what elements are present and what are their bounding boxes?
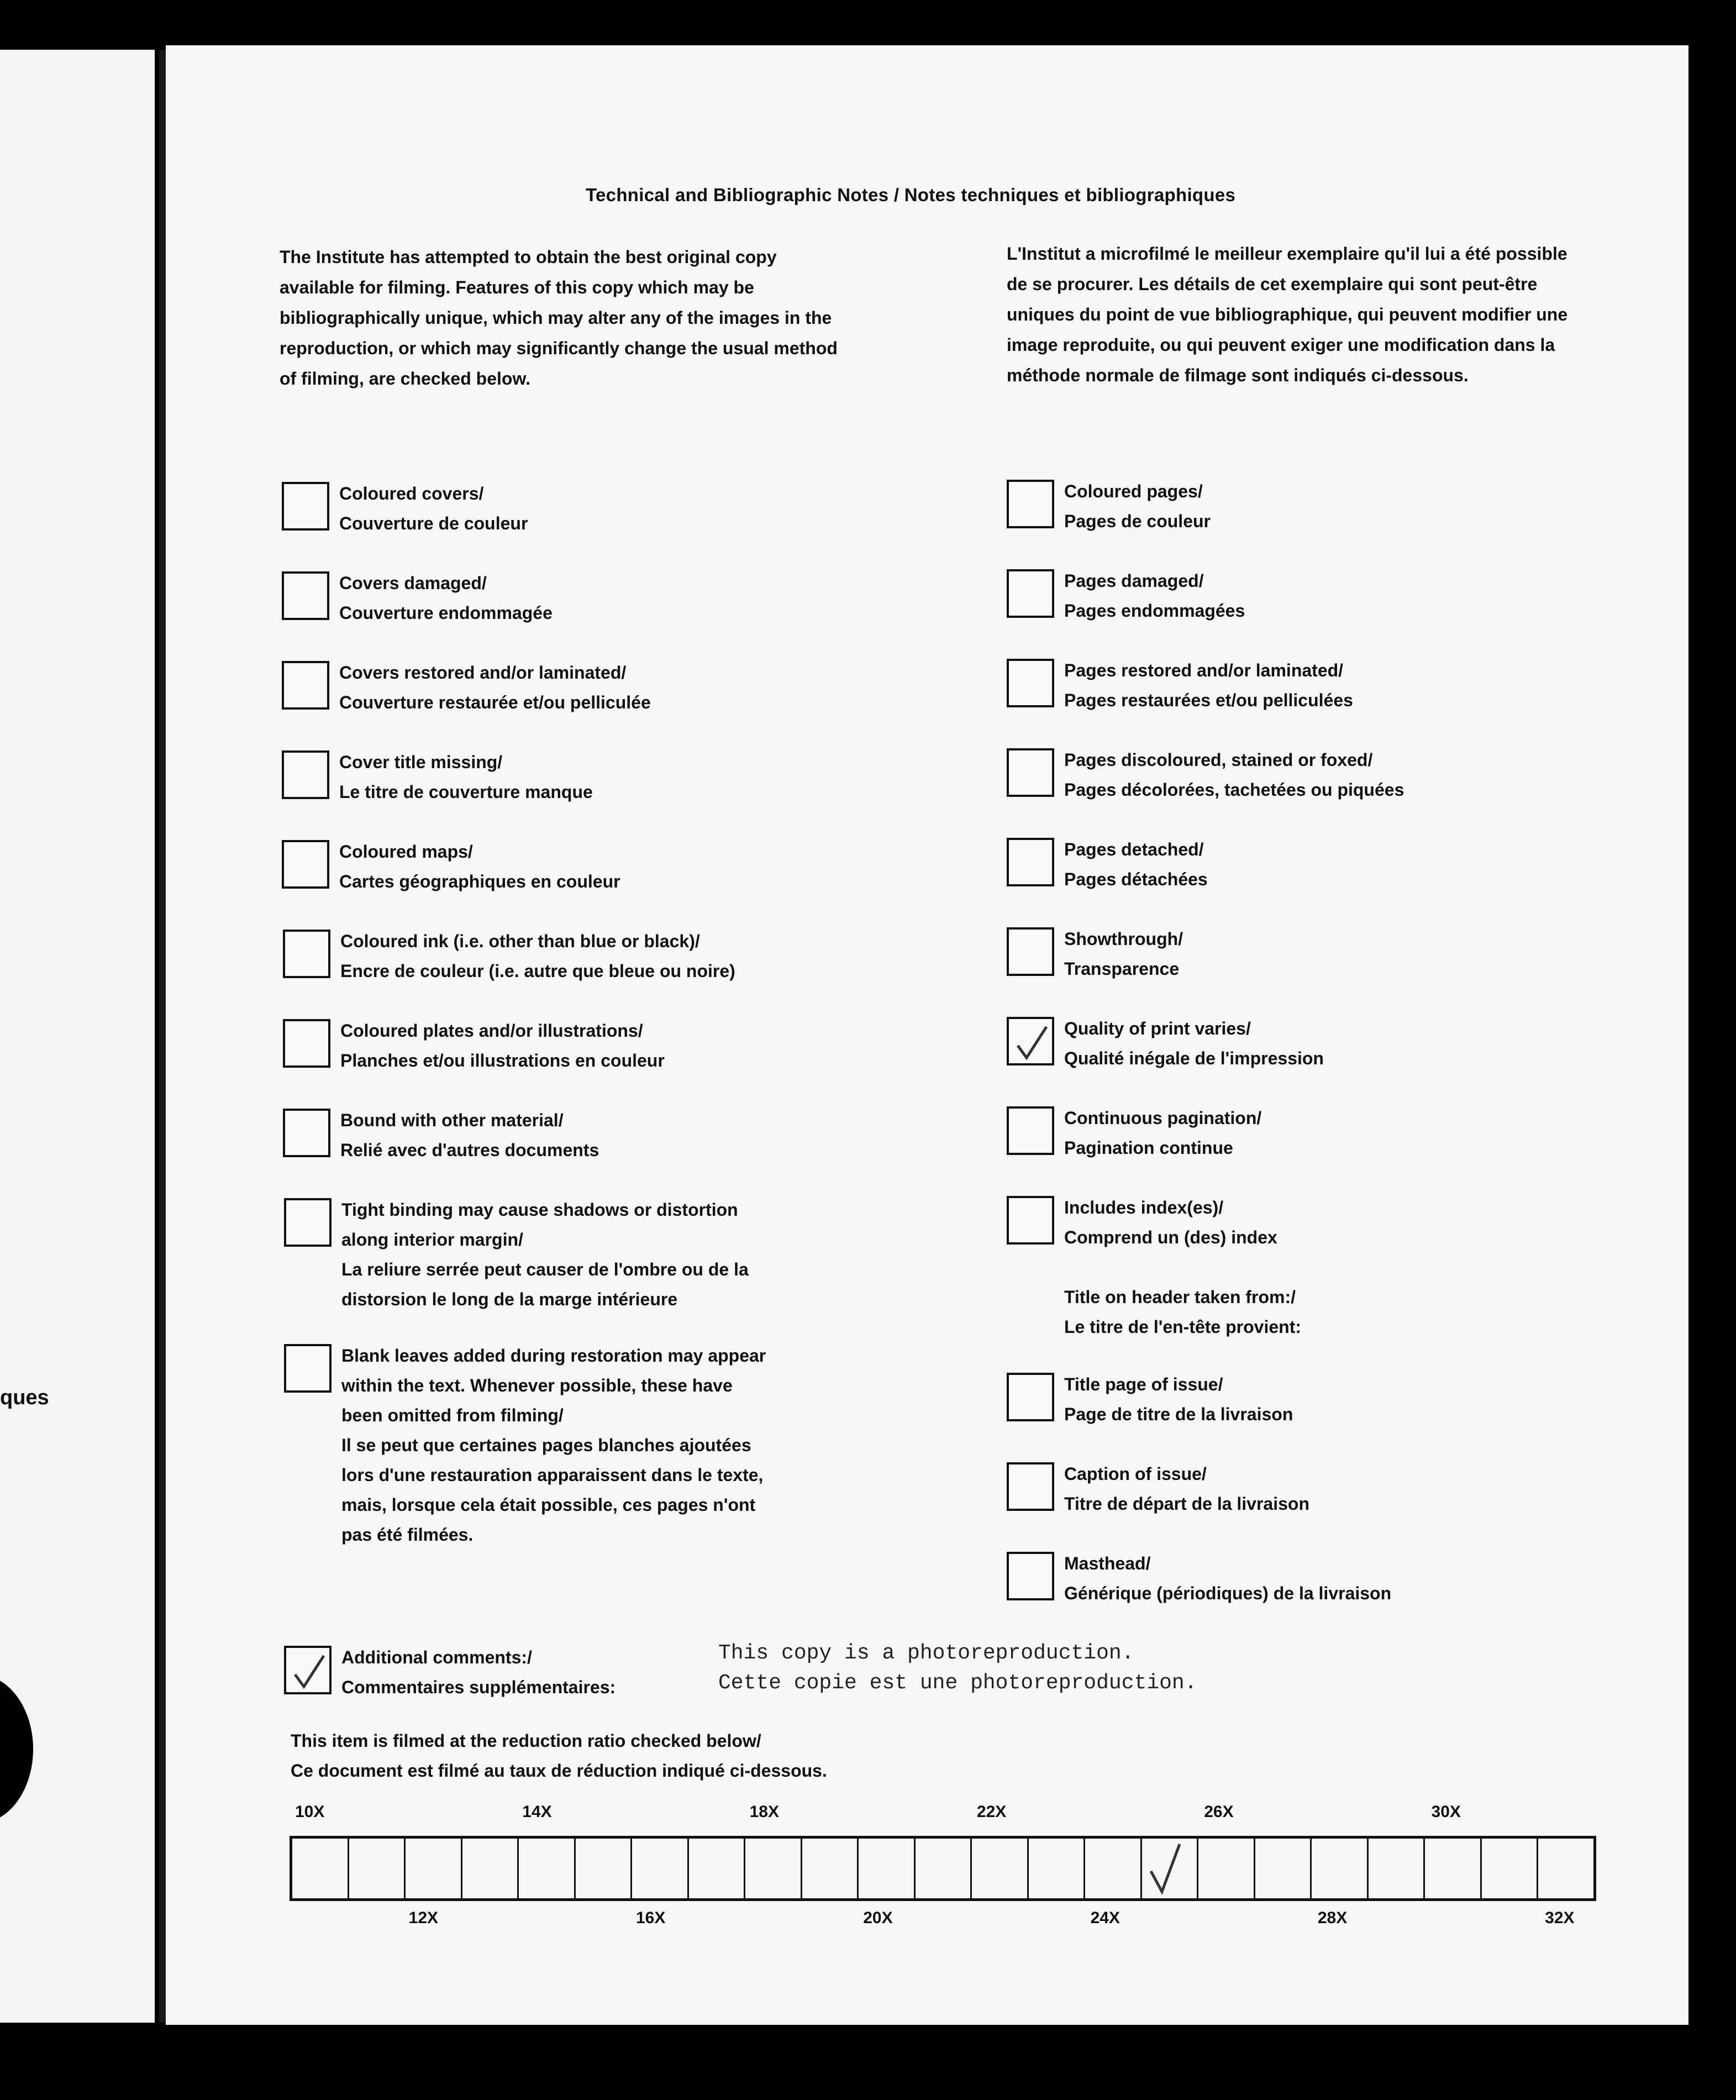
left-checklist-label <box>340 926 735 986</box>
right-checklist-label-line: Générique (périodiques) de la livraison <box>1064 1583 1392 1603</box>
intro-french: L'Institut a microfilmé le meilleur exemplaire qu'il lui a été possible de se procurer. Les détails de cet exemplaire qui sont peut-être uniques du point de vue bibliographique, qui peuvent modifier une image reproduite, ou qui peuvent exiger une modification dans la méthode normale de filmage sont indiqués ci-dessous. <box>1007 244 1568 385</box>
previous-page-blot <box>0 1674 33 1824</box>
checkmark-icon <box>290 1652 328 1691</box>
left-checklist-checkbox[interactable] <box>284 1198 332 1247</box>
left-checklist-checkbox[interactable] <box>282 840 329 889</box>
left-checklist-label-line: Coloured plates and/or illustrations/ <box>340 1021 643 1041</box>
right-checklist-label-line: Quality of print varies/ <box>1064 1019 1251 1038</box>
reduction-top-label: 18X <box>749 1803 779 1821</box>
left-checklist-label-line: Couverture endommagée <box>339 603 553 623</box>
right-checklist-label-line: Pages endommagées <box>1064 601 1245 621</box>
reduction-ratio-cell[interactable] <box>1312 1839 1369 1898</box>
left-checklist-label-line: Covers damaged/ <box>339 573 487 593</box>
right-checklist-checkbox[interactable] <box>1007 927 1054 976</box>
right-checklist-label <box>1064 1369 1293 1429</box>
left-checklist-label <box>339 658 651 717</box>
right-checklist-label-line: Includes index(es)/ <box>1064 1198 1224 1217</box>
reduction-top-label: 10X <box>295 1803 325 1821</box>
reduction-ratio-cell[interactable] <box>1198 1839 1255 1898</box>
right-checklist-checkbox[interactable] <box>1007 1196 1054 1245</box>
reduction-ratio-cell[interactable] <box>745 1839 802 1898</box>
right-checklist-label <box>1064 1014 1324 1073</box>
right-checklist-label <box>1064 655 1353 715</box>
page-gutter <box>159 50 166 2023</box>
reduction-ratio-cell[interactable] <box>916 1839 972 1898</box>
right-checklist-label-line: Pages de couleur <box>1064 511 1211 531</box>
left-checklist-label <box>340 1016 665 1075</box>
comment-text-french: Cette copie est une photoreproduction. <box>718 1671 1197 1695</box>
page-title: Technical and Bibliographic Notes / Notes techniques et bibliographiques <box>586 185 1236 205</box>
reduction-ratio-cell[interactable] <box>1029 1839 1086 1898</box>
reduction-ratio-cell[interactable] <box>1369 1839 1425 1898</box>
right-checklist-label-line: Pages restored and/or laminated/ <box>1064 660 1344 680</box>
right-checklist-label-line: Showthrough/ <box>1064 929 1183 949</box>
left-checklist-label-line: Relié avec d'autres documents <box>340 1140 599 1160</box>
left-checklist-label <box>339 837 620 896</box>
left-checklist-label <box>340 1105 599 1165</box>
right-checklist-label <box>1064 1459 1309 1519</box>
right-checklist-label-line: Caption of issue/ <box>1064 1464 1207 1484</box>
right-checklist-label <box>1064 834 1208 894</box>
reduction-ratio-cell[interactable] <box>406 1839 462 1898</box>
left-checklist-label-line: Blank leaves added during restoration may appear <box>341 1346 766 1366</box>
left-checklist-label-line: mais, lorsque cela était possible, ces pages n'ont <box>341 1495 756 1515</box>
reduction-ratio-cell[interactable] <box>1255 1839 1312 1898</box>
left-checklist-checkbox[interactable] <box>282 571 329 620</box>
previous-page-edge <box>0 50 155 2023</box>
left-checklist-label-line: La reliure serrée peut causer de l'ombre ou de la <box>341 1259 749 1279</box>
right-checklist-checkbox[interactable] <box>1007 1017 1054 1065</box>
left-checklist-label <box>339 479 528 538</box>
reduction-bottom-label: 20X <box>863 1909 893 1927</box>
right-checklist-checkbox[interactable] <box>1007 838 1054 886</box>
reduction-ratio-french: Ce document est filmé au taux de réduction indiqué ci-dessous. <box>291 1761 827 1781</box>
right-checklist-label-line: Qualité inégale de l'impression <box>1064 1048 1324 1068</box>
right-checklist-label <box>1064 476 1211 536</box>
right-checklist-checkbox[interactable] <box>1007 1462 1054 1511</box>
right-checklist-label-line: Pages damaged/ <box>1064 571 1204 591</box>
right-checklist-label-line: Comprend un (des) index <box>1064 1227 1277 1247</box>
left-checklist-label-line: lors d'une restauration apparaissent dans le texte, <box>341 1465 764 1485</box>
left-checklist-label-line: Il se peut que certaines pages blanches ajoutées <box>341 1435 751 1455</box>
left-checklist-checkbox[interactable] <box>282 661 329 710</box>
right-checklist-label-line: Transparence <box>1064 959 1180 979</box>
reduction-ratio-cell[interactable] <box>519 1839 576 1898</box>
reduction-bottom-label: 24X <box>1090 1909 1120 1927</box>
additional-comments-checkbox[interactable] <box>284 1646 332 1694</box>
reduction-ratio-cell[interactable] <box>1425 1839 1482 1898</box>
checkmark-icon <box>1145 1841 1190 1896</box>
right-checklist-label <box>1064 924 1183 984</box>
left-checklist-label-line: been omitted from filming/ <box>341 1405 564 1425</box>
right-checklist-checkbox[interactable] <box>1007 1106 1054 1155</box>
reduction-bottom-label: 16X <box>635 1909 666 1927</box>
reduction-bottom-label: 32X <box>1545 1909 1575 1927</box>
reduction-ratio-cell[interactable] <box>859 1839 916 1898</box>
previous-page-fragment: ques <box>0 1386 49 1409</box>
right-checklist-label <box>1064 1548 1391 1608</box>
right-checklist-label <box>1064 1103 1261 1163</box>
left-checklist-label-line: along interior margin/ <box>341 1230 523 1250</box>
left-checklist-checkbox[interactable] <box>283 1109 330 1157</box>
reduction-ratio-cell[interactable] <box>632 1839 689 1898</box>
right-checklist-label <box>1064 1193 1277 1252</box>
left-checklist-label-line: distorsion le long de la marge intérieure <box>341 1289 678 1309</box>
right-checklist-label <box>1064 1282 1301 1342</box>
left-checklist-checkbox[interactable] <box>282 482 329 531</box>
left-checklist-checkbox[interactable] <box>284 1344 332 1393</box>
right-checklist-label-line: Pages détachées <box>1064 869 1208 889</box>
left-checklist-label-line: Couverture restaurée et/ou pelliculée <box>339 692 651 712</box>
right-checklist-label-line: Pages discoloured, stained or foxed/ <box>1064 750 1373 770</box>
right-checklist-label-line: Continuous pagination/ <box>1064 1108 1262 1128</box>
reduction-ratio-cell[interactable] <box>349 1839 406 1898</box>
right-checklist-label-line: Pages restaurées et/ou pelliculées <box>1064 690 1353 710</box>
right-checklist-checkbox[interactable] <box>1007 480 1054 528</box>
left-checklist-label <box>341 1195 749 1314</box>
right-checklist-checkbox[interactable] <box>1007 1552 1054 1600</box>
right-checklist-label-line: Pages detached/ <box>1064 839 1204 859</box>
reduction-ratio-cell[interactable] <box>1482 1839 1539 1898</box>
additional-comments-label-line: Commentaires supplémentaires: <box>341 1677 616 1697</box>
left-checklist-label-line: Couverture de couleur <box>339 513 528 533</box>
left-checklist-checkbox[interactable] <box>282 750 329 799</box>
reduction-ratio-cell[interactable] <box>1142 1839 1199 1898</box>
left-checklist-label-line: Planches et/ou illustrations en couleur <box>340 1051 665 1070</box>
left-checklist-label-line: within the text. Whenever possible, these have <box>341 1376 733 1395</box>
left-checklist-label-line: Covers restored and/or laminated/ <box>339 663 627 683</box>
right-checklist-checkbox[interactable] <box>1007 659 1054 707</box>
right-checklist-checkbox[interactable] <box>1007 1373 1054 1421</box>
right-checklist-label-line: Pagination continue <box>1064 1138 1233 1158</box>
reduction-ratio-cell[interactable] <box>292 1839 349 1898</box>
left-checklist-label-line: Tight binding may cause shadows or distortion <box>341 1200 738 1220</box>
reduction-top-label: 26X <box>1204 1803 1234 1821</box>
right-checklist-label-line: Pages décolorées, tachetées ou piquées <box>1064 780 1404 800</box>
right-checklist-checkbox[interactable] <box>1007 748 1054 797</box>
reduction-top-label: 22X <box>976 1803 1007 1821</box>
right-checklist-label <box>1064 745 1404 805</box>
left-checklist-label-line: Bound with other material/ <box>340 1110 564 1130</box>
left-checklist-label <box>339 568 553 628</box>
right-checklist-checkbox[interactable] <box>1007 569 1054 618</box>
reduction-ratio-english: This item is filmed at the reduction ratio checked below/ <box>291 1731 761 1751</box>
additional-comments-label-line: Additional comments:/ <box>341 1647 532 1667</box>
left-checklist-label <box>339 747 593 807</box>
reduction-top-label: 30X <box>1431 1803 1461 1821</box>
right-checklist-label-line: Coloured pages/ <box>1064 481 1203 501</box>
reduction-ratio-cell[interactable] <box>462 1839 519 1898</box>
left-checklist-checkbox[interactable] <box>283 1019 330 1068</box>
right-checklist-label-line: Title page of issue/ <box>1064 1374 1223 1394</box>
notes-page <box>166 45 1688 2025</box>
right-checklist-label-line: Titre de départ de la livraison <box>1064 1494 1309 1514</box>
reduction-ratio-cell[interactable] <box>1538 1839 1593 1898</box>
checkmark-icon <box>1012 1023 1051 1062</box>
left-checklist-label-line: Coloured maps/ <box>339 842 473 862</box>
right-checklist-label <box>1064 566 1245 626</box>
additional-comments-label <box>341 1642 616 1702</box>
right-checklist-label-line: Page de titre de la livraison <box>1064 1404 1293 1424</box>
reduction-bottom-label: 12X <box>408 1909 439 1927</box>
reduction-top-label: 14X <box>522 1803 552 1821</box>
reduction-ratio-cell[interactable] <box>1085 1839 1142 1898</box>
left-checklist-label-line: Cover title missing/ <box>339 752 503 772</box>
left-checklist-checkbox[interactable] <box>283 930 330 978</box>
intro-english: The Institute has attempted to obtain the best original copy available for filming. Features of this copy which may be bibliographically unique, which may alter any of the images in the reproduction, or which may significantly change the usual method of filming, are checked below. <box>280 247 838 389</box>
left-checklist-label <box>341 1341 766 1550</box>
left-checklist-label-line: Coloured covers/ <box>339 484 484 503</box>
reduction-ratio-grid <box>290 1836 1596 1901</box>
comment-text-english: This copy is a photoreproduction. <box>718 1641 1134 1665</box>
right-checklist-label-line: Masthead/ <box>1064 1553 1151 1573</box>
reduction-ratio-cell[interactable] <box>972 1839 1029 1898</box>
left-checklist-label-line: Le titre de couverture manque <box>339 782 593 802</box>
right-checklist-label-line: Title on header taken from:/ <box>1064 1287 1296 1307</box>
left-checklist-label-line: Cartes géographiques en couleur <box>339 872 620 891</box>
right-checklist-label-line: Le titre de l'en-tête provient: <box>1064 1317 1301 1337</box>
left-checklist-label-line: pas été filmées. <box>341 1525 474 1545</box>
reduction-bottom-label: 28X <box>1317 1909 1348 1927</box>
reduction-ratio-cell[interactable] <box>689 1839 746 1898</box>
left-checklist-label-line: Encre de couleur (i.e. autre que bleue ou noire) <box>340 961 735 981</box>
left-checklist-label-line: Coloured ink (i.e. other than blue or black)/ <box>340 931 700 951</box>
reduction-ratio-cell[interactable] <box>802 1839 859 1898</box>
reduction-ratio-cell[interactable] <box>576 1839 633 1898</box>
